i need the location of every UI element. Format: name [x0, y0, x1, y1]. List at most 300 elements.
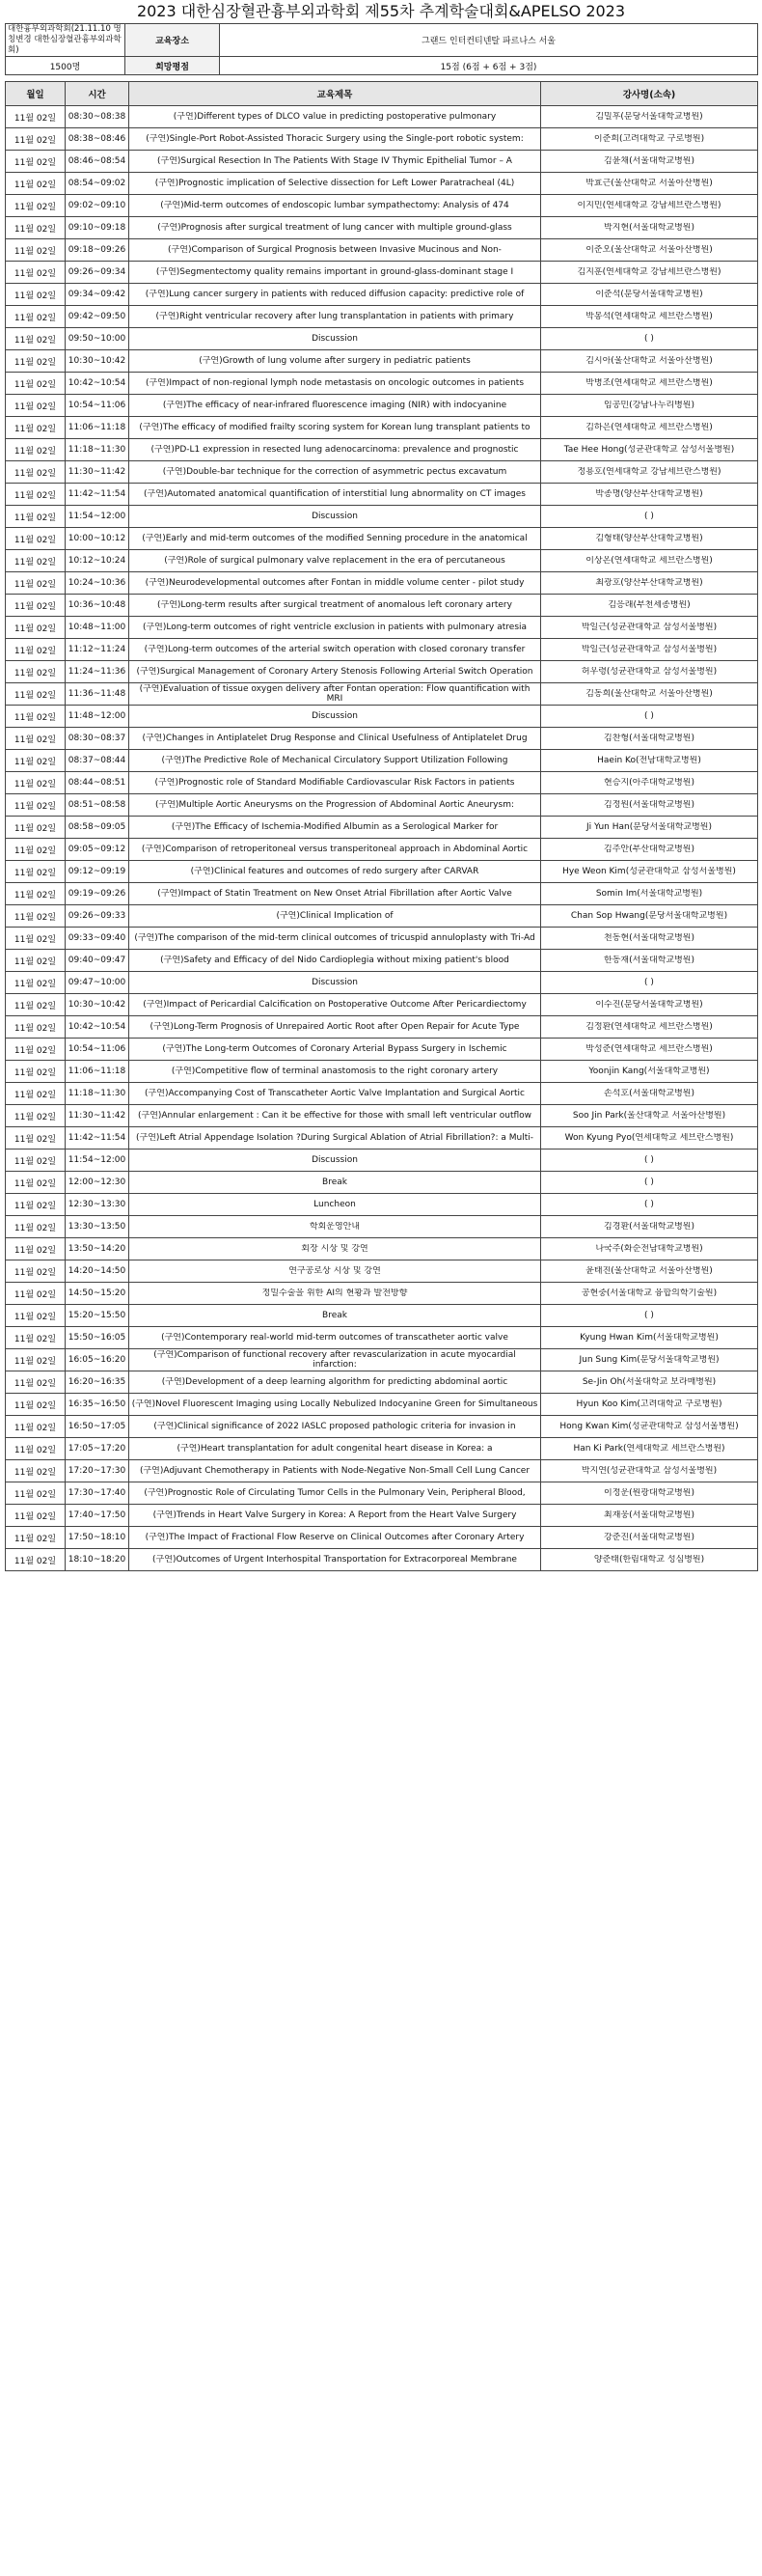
- row-title: Break: [322, 1311, 347, 1320]
- row-title: (구연)Long-term results after surgical treatment of anomalous left coronary artery: [157, 600, 512, 610]
- row-time: 09:33~09:40: [66, 928, 129, 950]
- row-time: 11:42~11:54: [66, 484, 129, 506]
- row-date: 11월 02일: [6, 1127, 66, 1150]
- schedule-row: [6, 1039, 758, 1061]
- row-time: 11:18~11:30: [66, 1083, 129, 1105]
- row-time: 09:40~09:47: [66, 950, 129, 972]
- row-time: 11:48~12:00: [66, 706, 129, 728]
- row-date: 11월 02일: [6, 151, 66, 173]
- row-title-cell: [129, 417, 541, 439]
- row-speaker: 윤태진(울산대학교 서울아산병원): [585, 1266, 713, 1276]
- row-title: (구연)Novel Fluorescent Imaging using Locally Nebulized Indocyanine Green for Simultaneous: [131, 1399, 538, 1409]
- row-date: 11월 02일: [6, 839, 66, 861]
- row-speaker: ( ): [644, 711, 654, 721]
- row-speaker: Haein Ko(전남대학교병원): [597, 756, 701, 765]
- row-title-cell: [129, 683, 541, 706]
- row-title-cell: [129, 1172, 541, 1194]
- row-speaker-cell: [541, 817, 758, 839]
- row-title-cell: [129, 1416, 541, 1438]
- header-time: 시간: [66, 82, 129, 106]
- row-title: (구연)Growth of lung volume after surgery in pediatric patients: [199, 356, 471, 366]
- row-speaker-cell: [541, 1216, 758, 1238]
- row-speaker: 강준진(서울대학교병원): [604, 1533, 694, 1542]
- row-speaker-cell: [541, 1527, 758, 1549]
- row-date: 11월 02일: [6, 1549, 66, 1571]
- row-title-cell: [129, 905, 541, 928]
- row-speaker-cell: [541, 328, 758, 350]
- row-speaker-cell: [541, 506, 758, 528]
- row-title-cell: [129, 1016, 541, 1039]
- row-title-cell: [129, 617, 541, 639]
- schedule-row: [6, 1216, 758, 1238]
- row-speaker-cell: [541, 373, 758, 395]
- row-title-cell: [129, 395, 541, 417]
- row-title: (구연)Long-term outcomes of right ventricle exclusion in patients with pulmonary atresia: [142, 623, 528, 632]
- row-time: 09:12~09:19: [66, 861, 129, 883]
- row-title-cell: [129, 506, 541, 528]
- row-time: 12:30~13:30: [66, 1194, 129, 1216]
- schedule-row: [6, 1105, 758, 1127]
- row-date: 11월 02일: [6, 1371, 66, 1394]
- row-time: 16:20~16:35: [66, 1371, 129, 1394]
- row-time: 13:30~13:50: [66, 1216, 129, 1238]
- schedule-row: [6, 1438, 758, 1460]
- schedule-row: [6, 217, 758, 239]
- row-title: (구연)Clinical Implication of: [276, 911, 394, 921]
- row-speaker: 박지연(성균관대학교 삼성서울병원): [581, 1466, 718, 1476]
- row-title-cell: [129, 151, 541, 173]
- row-title-cell: [129, 994, 541, 1016]
- row-date: 11월 02일: [6, 106, 66, 128]
- schedule-row: [6, 1527, 758, 1549]
- row-date: 11월 02일: [6, 794, 66, 817]
- row-speaker-cell: [541, 1150, 758, 1172]
- schedule-table: [5, 81, 758, 1571]
- row-time: 08:30~08:37: [66, 728, 129, 750]
- row-time: 08:44~08:51: [66, 772, 129, 794]
- row-time: 10:54~11:06: [66, 1039, 129, 1061]
- row-date: 11월 02일: [6, 1260, 66, 1283]
- row-date: 11월 02일: [6, 994, 66, 1016]
- row-time: 17:50~18:10: [66, 1527, 129, 1549]
- row-speaker-cell: [541, 950, 758, 972]
- row-date: 11월 02일: [6, 1527, 66, 1549]
- row-date: 11월 02일: [6, 1460, 66, 1482]
- row-title: (구연)Prognosis after surgical treatment of lung cancer with multiple ground-glass: [157, 223, 512, 233]
- schedule-row: [6, 484, 758, 506]
- row-speaker-cell: [541, 1549, 758, 1571]
- row-speaker: 김동희(울산대학교 서울아산병원): [585, 689, 713, 699]
- row-time: 09:18~09:26: [66, 239, 129, 262]
- row-date: 11월 02일: [6, 284, 66, 306]
- row-time: 17:40~17:50: [66, 1505, 129, 1527]
- row-speaker-cell: [541, 1172, 758, 1194]
- row-title: (구연)Single-Port Robot-Assisted Thoracic Surgery using the Single-port robotic system:: [146, 134, 524, 144]
- row-date: 11월 02일: [6, 1505, 66, 1527]
- row-title-cell: [129, 328, 541, 350]
- schedule-row: [6, 151, 758, 173]
- row-date: 11월 02일: [6, 195, 66, 217]
- row-speaker: Han Ki Park(연세대학교 세브란스병원): [573, 1444, 725, 1454]
- row-time: 08:46~08:54: [66, 151, 129, 173]
- row-speaker: 양준태(한림대학교 성심병원): [593, 1555, 705, 1565]
- row-date: 11월 02일: [6, 373, 66, 395]
- row-title-cell: [129, 439, 541, 461]
- row-time: 15:20~15:50: [66, 1305, 129, 1327]
- row-speaker: 김응래(부천세종병원): [608, 600, 691, 610]
- row-time: 10:12~10:24: [66, 550, 129, 572]
- row-date: 11월 02일: [6, 1349, 66, 1371]
- row-speaker-cell: [541, 1371, 758, 1394]
- schedule-row: [6, 550, 758, 572]
- row-speaker: ( ): [644, 1177, 654, 1187]
- row-date: 11월 02일: [6, 262, 66, 284]
- row-date: 11월 02일: [6, 217, 66, 239]
- row-date: 11월 02일: [6, 350, 66, 373]
- row-title: 회장 시상 및 강연: [301, 1244, 368, 1254]
- row-date: 11월 02일: [6, 1283, 66, 1305]
- row-title-cell: [129, 1349, 541, 1371]
- schedule-row: [6, 284, 758, 306]
- row-date: 11월 02일: [6, 1172, 66, 1194]
- row-speaker: Kyung Hwan Kim(서울대학교병원): [580, 1333, 719, 1343]
- schedule-row: [6, 1150, 758, 1172]
- schedule-row: [6, 794, 758, 817]
- schedule-row: [6, 1349, 758, 1371]
- schedule-row: [6, 728, 758, 750]
- schedule-row: [6, 683, 758, 706]
- row-time: 09:10~09:18: [66, 217, 129, 239]
- row-title: (구연)Segmentectomy quality remains important in ground-glass-dominant stage I: [155, 267, 514, 277]
- row-title-cell: [129, 750, 541, 772]
- row-time: 10:54~11:06: [66, 395, 129, 417]
- row-title: Discussion: [312, 978, 358, 987]
- row-title-cell: [129, 1394, 541, 1416]
- row-speaker-cell: [541, 905, 758, 928]
- row-speaker: Hong Kwan Kim(성균관대학교 삼성서울병원): [559, 1422, 739, 1431]
- row-speaker-cell: [541, 550, 758, 572]
- schedule-row: [6, 572, 758, 595]
- row-title-cell: [129, 661, 541, 683]
- row-title: (구연)Prognostic implication of Selective dissection for Left Lower Paratracheal (4L): [154, 179, 515, 188]
- row-speaker-cell: [541, 173, 758, 195]
- row-title-cell: [129, 1438, 541, 1460]
- row-title-cell: [129, 950, 541, 972]
- row-title-cell: [129, 195, 541, 217]
- row-time: 09:50~10:00: [66, 328, 129, 350]
- schedule-row: [6, 373, 758, 395]
- row-title: (구연)Comparison of retroperitoneal versus transperitoneal approach in Abdominal Aortic: [141, 845, 529, 854]
- row-date: 11월 02일: [6, 683, 66, 706]
- row-time: 11:06~11:18: [66, 1061, 129, 1083]
- schedule-row: [6, 905, 758, 928]
- row-title-cell: [129, 1527, 541, 1549]
- row-speaker-cell: [541, 1394, 758, 1416]
- row-date: 11월 02일: [6, 1394, 66, 1416]
- schedule-row: [6, 195, 758, 217]
- row-speaker: Se-Jin Oh(서울대학교 보라매병원): [582, 1377, 717, 1387]
- row-time: 10:30~10:42: [66, 350, 129, 373]
- row-title-cell: [129, 1127, 541, 1150]
- row-title-cell: [129, 706, 541, 728]
- schedule-row: [6, 128, 758, 151]
- row-time: 11:36~11:48: [66, 683, 129, 706]
- row-title-cell: [129, 284, 541, 306]
- row-date: 11월 02일: [6, 1482, 66, 1505]
- row-time: 09:02~09:10: [66, 195, 129, 217]
- row-speaker: ( ): [644, 334, 654, 344]
- row-title: (구연)The Efficacy of Ischemia-Modified Albumin as a Serological Marker for: [171, 822, 499, 832]
- schedule-row: [6, 1394, 758, 1416]
- schedule-row: [6, 1083, 758, 1105]
- row-title: (구연)Heart transplantation for adult congenital heart disease in Korea: a: [177, 1444, 493, 1454]
- header-date: 월일: [6, 82, 66, 106]
- row-title: (구연)Accompanying Cost of Transcatheter Aortic Valve Implantation and Surgical Aortic: [145, 1089, 525, 1098]
- schedule-row: [6, 506, 758, 528]
- row-speaker-cell: [541, 1105, 758, 1127]
- row-time: 16:35~16:50: [66, 1394, 129, 1416]
- schedule-row: [6, 706, 758, 728]
- row-title-cell: [129, 839, 541, 861]
- row-date: 11월 02일: [6, 572, 66, 595]
- row-time: 11:42~11:54: [66, 1127, 129, 1150]
- row-title-cell: [129, 528, 541, 550]
- schedule-row: [6, 1061, 758, 1083]
- schedule-row: [6, 1482, 758, 1505]
- row-title-cell: [129, 173, 541, 195]
- row-time: 11:54~12:00: [66, 1150, 129, 1172]
- row-time: 17:05~17:20: [66, 1438, 129, 1460]
- row-speaker-cell: [541, 706, 758, 728]
- row-date: 11월 02일: [6, 1305, 66, 1327]
- row-date: 11월 02일: [6, 128, 66, 151]
- row-title: (구연)The Long-term Outcomes of Coronary Arterial Bypass Surgery in Ischemic: [162, 1044, 507, 1054]
- row-title: (구연)Right ventricular recovery after lung transplantation in patients with primary: [155, 312, 514, 321]
- row-speaker-cell: [541, 1016, 758, 1039]
- schedule-row: [6, 395, 758, 417]
- page-title: 2023 대한심장혈관흉부외과학회 제55차 추계학술대회&APELSO 2023: [136, 2, 626, 20]
- row-title-cell: [129, 1482, 541, 1505]
- row-speaker-cell: [541, 1194, 758, 1216]
- schedule-row: [6, 461, 758, 484]
- row-speaker-cell: [541, 772, 758, 794]
- row-title: (구연)Impact of Pericardial Calcification on Postoperative Outcome After Pericardiectomy: [143, 1000, 527, 1010]
- row-title-cell: [129, 772, 541, 794]
- row-time: 10:42~10:54: [66, 373, 129, 395]
- row-title: Discussion: [312, 334, 358, 344]
- row-time: 10:42~10:54: [66, 1016, 129, 1039]
- schedule-row: [6, 950, 758, 972]
- row-speaker-cell: [541, 1349, 758, 1371]
- row-title-cell: [129, 217, 541, 239]
- schedule-row: [6, 1505, 758, 1527]
- row-date: 11월 02일: [6, 750, 66, 772]
- row-title-cell: [129, 1505, 541, 1527]
- row-speaker: 김지훈(연세대학교 강남세브란스병원): [577, 267, 721, 277]
- row-speaker: ( ): [644, 1155, 654, 1165]
- row-title: Discussion: [312, 512, 358, 521]
- row-speaker: 이지민(연세대학교 강남세브란스병원): [577, 201, 721, 210]
- row-speaker-cell: [541, 1083, 758, 1105]
- row-speaker-cell: [541, 994, 758, 1016]
- row-date: 11월 02일: [6, 1327, 66, 1349]
- row-title: (구연)Comparison of functional recovery after revascularization in acute myocardial infarction:: [153, 1350, 516, 1370]
- schedule-row: [6, 306, 758, 328]
- attendee-count: 1500명: [6, 57, 125, 75]
- row-title: 연구공로상 시상 및 강연: [288, 1266, 381, 1276]
- info-row-venue: [6, 24, 758, 57]
- row-date: 11월 02일: [6, 417, 66, 439]
- schedule-row: [6, 1127, 758, 1150]
- row-title: (구연)Multiple Aortic Aneurysms on the Progression of Abdominal Aortic Aneurysm:: [154, 800, 514, 810]
- row-speaker: Hye Weon Kim(성균관대학교 삼성서울병원): [562, 867, 736, 876]
- row-date: 11월 02일: [6, 306, 66, 328]
- schedule-row: [6, 661, 758, 683]
- row-title: (구연)Impact of Statin Treatment on New Onset Atrial Fibrillation after Aortic Valve: [157, 889, 512, 899]
- row-speaker-cell: [541, 972, 758, 994]
- row-speaker: 손석호(서울대학교병원): [604, 1089, 694, 1098]
- row-date: 11월 02일: [6, 506, 66, 528]
- row-title: (구연)Outcomes of Urgent Interhospital Transportation for Extracorporeal Membrane: [152, 1555, 517, 1565]
- row-title: (구연)Different types of DLCO value in predicting postoperative pulmonary: [173, 112, 497, 122]
- row-date: 11월 02일: [6, 950, 66, 972]
- row-speaker: 김윤채(서울대학교병원): [604, 156, 694, 166]
- row-title: (구연)The Predictive Role of Mechanical Circulatory Support Utilization Following: [161, 756, 508, 765]
- row-speaker: 김찬형(서울대학교병원): [604, 734, 694, 743]
- row-speaker: 박효근(울산대학교 서울아산병원): [585, 179, 713, 188]
- row-title-cell: [129, 1083, 541, 1105]
- row-date: 11월 02일: [6, 1083, 66, 1105]
- row-speaker: 박지현(서울대학교병원): [604, 223, 694, 233]
- row-speaker: 박종명(양산부산대학교병원): [595, 489, 703, 499]
- row-speaker-cell: [541, 661, 758, 683]
- row-speaker-cell: [541, 128, 758, 151]
- row-title: 학회운영안내: [309, 1222, 361, 1232]
- row-speaker-cell: [541, 1460, 758, 1482]
- row-date: 11월 02일: [6, 395, 66, 417]
- row-title: (구연)Automated anatomical quantification of interstitial lung abnormality on CT images: [143, 489, 527, 499]
- row-title-cell: [129, 461, 541, 484]
- row-speaker: Soo Jin Park(울산대학교 서울아산병원): [572, 1111, 726, 1121]
- header-title: 교육제목: [129, 82, 541, 106]
- row-speaker: 박일근(성균관대학교 삼성서울병원): [581, 623, 718, 632]
- row-title-cell: [129, 1238, 541, 1260]
- schedule-row: [6, 1305, 758, 1327]
- row-speaker: 김정환(연세대학교 세브란스병원): [585, 1022, 713, 1032]
- row-speaker-cell: [541, 794, 758, 817]
- row-title-cell: [129, 1061, 541, 1083]
- row-speaker: 공현중(서울대학교 융합의학기술원): [581, 1288, 718, 1298]
- row-title-cell: [129, 306, 541, 328]
- row-time: 10:36~10:48: [66, 595, 129, 617]
- schedule-row: [6, 972, 758, 994]
- schedule-row: [6, 173, 758, 195]
- row-speaker: 이정운(원광대학교병원): [604, 1488, 694, 1498]
- row-title: (구연)Changes in Antiplatelet Drug Response and Clinical Usefulness of Antiplatelet Drug: [142, 734, 528, 743]
- row-date: 11월 02일: [6, 1150, 66, 1172]
- schedule-row: [6, 772, 758, 794]
- row-time: 18:10~18:20: [66, 1549, 129, 1571]
- row-speaker: 이수진(분당서울대학교병원): [595, 1000, 703, 1010]
- row-speaker: 임공민(강남나누리병원): [604, 401, 694, 410]
- row-title: (구연)Evaluation of tissue oxygen delivery after Fontan operation: Flow quantification with MRI: [139, 684, 531, 704]
- row-speaker-cell: [541, 595, 758, 617]
- row-date: 11월 02일: [6, 728, 66, 750]
- row-title-cell: [129, 106, 541, 128]
- row-time: 09:34~09:42: [66, 284, 129, 306]
- row-speaker: 박일근(성균관대학교 삼성서울병원): [581, 645, 718, 654]
- row-title-cell: [129, 794, 541, 817]
- row-title: (구연)The efficacy of near-infrared fluorescence imaging (NIR) with indocyanine: [162, 401, 507, 410]
- row-title-cell: [129, 728, 541, 750]
- row-speaker: 한동재(서울대학교병원): [604, 956, 694, 965]
- schedule-row: [6, 1016, 758, 1039]
- row-speaker-cell: [541, 262, 758, 284]
- row-title: Discussion: [312, 1155, 358, 1165]
- schedule-row: [6, 595, 758, 617]
- row-time: 09:05~09:12: [66, 839, 129, 861]
- schedule-row: [6, 883, 758, 905]
- row-title-cell: [129, 550, 541, 572]
- venue-value: 그랜드 인터컨티넨탈 파르나스 서울: [220, 24, 758, 57]
- row-title: (구연)Surgical Resection In The Patients With Stage IV Thymic Epithelial Tumor – A: [157, 156, 512, 166]
- row-speaker-cell: [541, 106, 758, 128]
- row-speaker-cell: [541, 839, 758, 861]
- row-time: 09:47~10:00: [66, 972, 129, 994]
- row-title-cell: [129, 1216, 541, 1238]
- row-speaker-cell: [541, 1505, 758, 1527]
- schedule-row: [6, 1416, 758, 1438]
- row-speaker-cell: [541, 528, 758, 550]
- row-speaker: 김시아(울산대학교 서울아산병원): [585, 356, 713, 366]
- row-date: 11월 02일: [6, 772, 66, 794]
- row-speaker: 이준석(분당서울대학교병원): [595, 290, 703, 299]
- row-date: 11월 02일: [6, 1238, 66, 1260]
- row-speaker-cell: [541, 1482, 758, 1505]
- row-title: (구연)Comparison of Surgical Prognosis between Invasive Mucinous and Non-: [168, 245, 502, 255]
- row-time: 09:19~09:26: [66, 883, 129, 905]
- row-date: 11월 02일: [6, 861, 66, 883]
- row-title-cell: [129, 1371, 541, 1394]
- row-speaker: 현승지(아주대학교병원): [604, 778, 694, 788]
- row-speaker: 천동현(서울대학교병원): [604, 933, 694, 943]
- row-speaker-cell: [541, 1305, 758, 1327]
- row-title: (구연)Mid-term outcomes of endoscopic lumbar sympathectomy: Analysis of 474: [160, 201, 509, 210]
- row-title-cell: [129, 1194, 541, 1216]
- row-date: 11월 02일: [6, 173, 66, 195]
- row-date: 11월 02일: [6, 595, 66, 617]
- row-speaker: 김주안(부산대학교병원): [604, 845, 694, 854]
- row-date: 11월 02일: [6, 972, 66, 994]
- row-speaker: 나국주(화순전남대학교병원): [595, 1244, 703, 1254]
- schedule-row: [6, 1371, 758, 1394]
- row-time: 09:26~09:34: [66, 262, 129, 284]
- schedule-row: [6, 617, 758, 639]
- row-time: 08:54~09:02: [66, 173, 129, 195]
- row-date: 11월 02일: [6, 461, 66, 484]
- row-date: 11월 02일: [6, 905, 66, 928]
- row-date: 11월 02일: [6, 1105, 66, 1127]
- row-date: 11월 02일: [6, 928, 66, 950]
- row-speaker-cell: [541, 151, 758, 173]
- row-time: 08:51~08:58: [66, 794, 129, 817]
- row-title: Luncheon: [313, 1200, 356, 1209]
- row-title: (구연)Surgical Management of Coronary Artery Stenosis Following Arterial Switch Operation: [136, 667, 533, 677]
- row-title: (구연)Long-Term Prognosis of Unrepaired Aortic Root after Open Repair for Acute Type: [150, 1022, 520, 1032]
- row-title: (구연)Neurodevelopmental outcomes after Fontan in middle volume center - pilot study: [145, 578, 525, 588]
- row-speaker-cell: [541, 1127, 758, 1150]
- credit-value: 15점 (6점 + 6점 + 3점): [220, 57, 758, 75]
